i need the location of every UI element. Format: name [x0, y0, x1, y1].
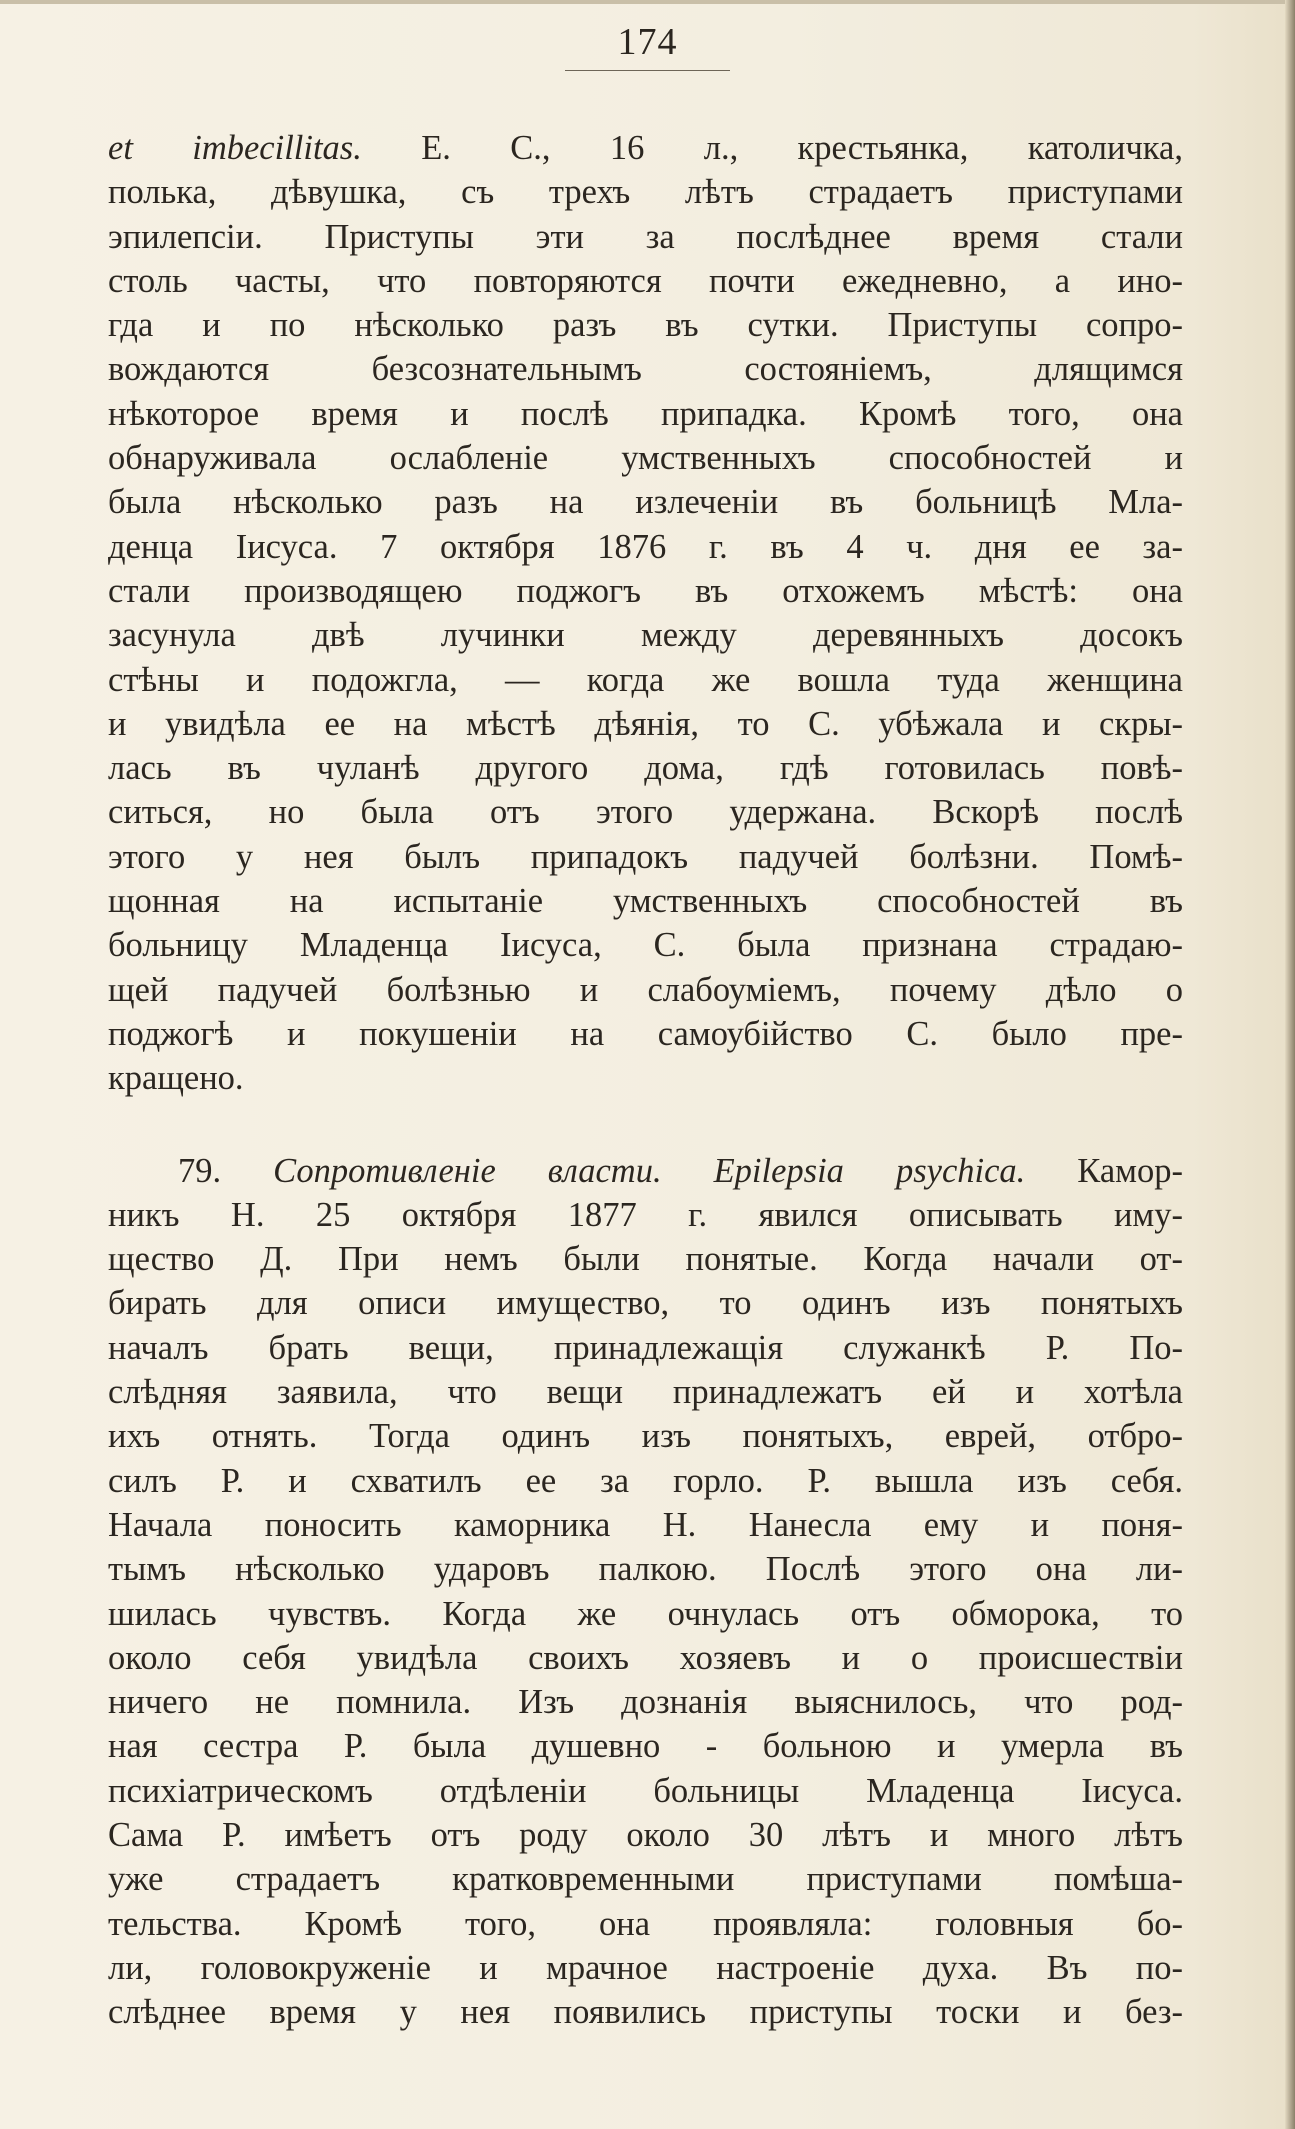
page-number: 174 [617, 21, 678, 63]
text-run: уже страдаетъ кратковременными приступами помѣша- [108, 1860, 1183, 1899]
text-run: стѣны и подожгла, — когда же вошла туда женщина [108, 660, 1183, 699]
text-line [108, 1237, 1183, 1281]
page-top-edge [0, 0, 1295, 4]
text-run: гда и по нѣсколько разъ въ сутки. Приступы сопро- [108, 306, 1183, 345]
text-run: ситься, но была отъ этого удержана. Вскорѣ послѣ [108, 793, 1183, 832]
text-line [108, 1056, 1183, 1100]
text-run: никъ Н. 25 октября 1877 г. явился описывать иму- [108, 1195, 1183, 1234]
text-line [108, 923, 1183, 967]
text-run: тельства. Кромѣ того, она проявляла: головныя бо- [108, 1904, 1183, 1943]
text-line [108, 1769, 1183, 1813]
text-line [108, 215, 1183, 259]
text-run: силъ Р. и схватилъ ее за горло. Р. вышла изъ себя. [108, 1461, 1183, 1500]
text-run: Начала поносить каморника Н. Нанесла ему и поня- [108, 1505, 1183, 1544]
text-line [108, 1012, 1183, 1056]
text-run: бирать для описи имущество, то одинъ изъ понятыхъ [108, 1284, 1183, 1323]
text-line [108, 303, 1183, 347]
text-line [108, 1592, 1183, 1636]
text-run: этого у нея былъ припадокъ падучей болѣзни. Помѣ- [108, 837, 1183, 876]
text-line [108, 1857, 1183, 1901]
text-line [108, 658, 1183, 702]
text-run: тымъ нѣсколько ударовъ палкою. Послѣ этого она ли- [108, 1550, 1183, 1589]
text-run: ли, головокруженіе и мрачное настроеніе духа. Въ по- [108, 1948, 1183, 1987]
text-run: E. C., 16 л., крестьянка, католичка, [361, 129, 1183, 167]
text-run: началъ брать вещи, принадлежащія служанкѣ Р. По- [108, 1328, 1183, 1367]
text-line [108, 436, 1183, 480]
text-line [108, 259, 1183, 303]
text-run: поджогѣ и покушеніи на самоубійство С. было пре- [108, 1014, 1183, 1053]
text-line [108, 525, 1183, 569]
text-line [108, 613, 1183, 657]
text-run: психіатрическомъ отдѣленіи больницы Младенца Іисуса. [108, 1771, 1183, 1810]
text-run: нѣкоторое время и послѣ припадка. Кромѣ того, она [108, 394, 1183, 433]
text-run: больницу Младенца Іисуса, С. была признана страдаю- [108, 926, 1183, 965]
page-number-rule [565, 70, 730, 71]
text-line [108, 569, 1183, 613]
text-run: ная сестра Р. была душевно - больною и умерла въ [108, 1727, 1183, 1766]
text-line [108, 480, 1183, 524]
text-run: слѣднее время у нея появились приступы тоски и без- [108, 1993, 1183, 2032]
text-run: шилась чувствъ. Когда же очнулась отъ обморока, то [108, 1594, 1183, 1633]
italic-text: Сопротивленіе власти. Epilepsia psychica. [273, 1151, 1026, 1190]
text-line [108, 347, 1183, 391]
text-run: и увидѣла ее на мѣстѣ дѣянія, то С. убѣжала и скры- [108, 704, 1183, 743]
text-line [108, 835, 1183, 879]
text-line [108, 1281, 1183, 1325]
text-run: ничего не помнила. Изъ дознанія выяснилось, что род- [108, 1683, 1183, 1722]
text-run: около себя увидѣла своихъ хозяевъ и о происшествіи [108, 1638, 1183, 1677]
text-line [108, 1149, 1183, 1193]
text-line [108, 702, 1183, 746]
text-line [108, 1946, 1183, 1990]
text-run: щество Д. При немъ были понятые. Когда начали от- [108, 1240, 1183, 1279]
text-run: щей падучей болѣзнью и слабоуміемъ, почему дѣло о [108, 970, 1183, 1009]
text-line [108, 1680, 1183, 1724]
text-line [108, 1414, 1183, 1458]
text-run: лась въ чуланѣ другого дома, гдѣ готовилась повѣ- [108, 749, 1183, 788]
text-line [108, 1326, 1183, 1370]
text-run: обнаруживала ослабленіе умственныхъ способностей и [108, 439, 1183, 478]
text-line [108, 968, 1183, 1012]
text-run: слѣдняя заявила, что вещи принадлежатъ ей и хотѣла [108, 1373, 1183, 1412]
text-run: щонная на испытаніе умственныхъ способностей въ [108, 882, 1183, 921]
text-line [108, 879, 1183, 923]
text-line [108, 1370, 1183, 1414]
italic-text: et imbecillitas. [108, 129, 362, 167]
paragraph-1 [108, 126, 1183, 1101]
text-line [108, 126, 1183, 170]
text-run: стали производящею поджогъ въ отхожемъ мѣстѣ: она [108, 571, 1183, 610]
text-run: эпилепсіи. Приступы эти за послѣднее время стали [108, 217, 1183, 256]
text-run: ихъ отнять. Тогда одинъ изъ понятыхъ, еврей, отбро- [108, 1417, 1183, 1456]
text-line [108, 1503, 1183, 1547]
text-line [108, 746, 1183, 790]
text-line [108, 1547, 1183, 1591]
text-line [108, 1459, 1183, 1503]
page-binding-edge [1285, 0, 1295, 2129]
text-line [108, 170, 1183, 214]
text-run: денца Іисуса. 7 октября 1876 г. въ 4 ч. дня ее за- [108, 527, 1183, 566]
text-run: столь часты, что повторяются почти ежедневно, а ино- [108, 261, 1183, 300]
text-run: была нѣсколько разъ на излеченіи въ больницѣ Мла- [108, 483, 1183, 522]
text-line [108, 1813, 1183, 1857]
text-line [108, 1724, 1183, 1768]
text-run: Камор- [1025, 1151, 1183, 1190]
text-line [108, 790, 1183, 834]
text-line [108, 1902, 1183, 1946]
paragraph-2 [108, 1149, 1183, 2035]
text-line [108, 1636, 1183, 1680]
text-run: вождаются безсознательнымъ состояніемъ, длящимся [108, 350, 1183, 389]
text-run: засунула двѣ лучинки между деревянныхъ досокъ [108, 616, 1183, 655]
paragraph-gap [108, 1101, 1183, 1149]
text-line [108, 392, 1183, 436]
text-run: полька, дѣвушка, съ трехъ лѣтъ страдаетъ приступами [108, 173, 1183, 212]
text-run: кращено. [108, 1059, 244, 1098]
text-line [108, 1193, 1183, 1237]
text-run: Сама Р. имѣетъ отъ роду около 30 лѣтъ и много лѣтъ [108, 1815, 1183, 1854]
body-text [108, 126, 1183, 2034]
text-line [108, 1990, 1183, 2034]
text-run: 79. [178, 1151, 274, 1190]
